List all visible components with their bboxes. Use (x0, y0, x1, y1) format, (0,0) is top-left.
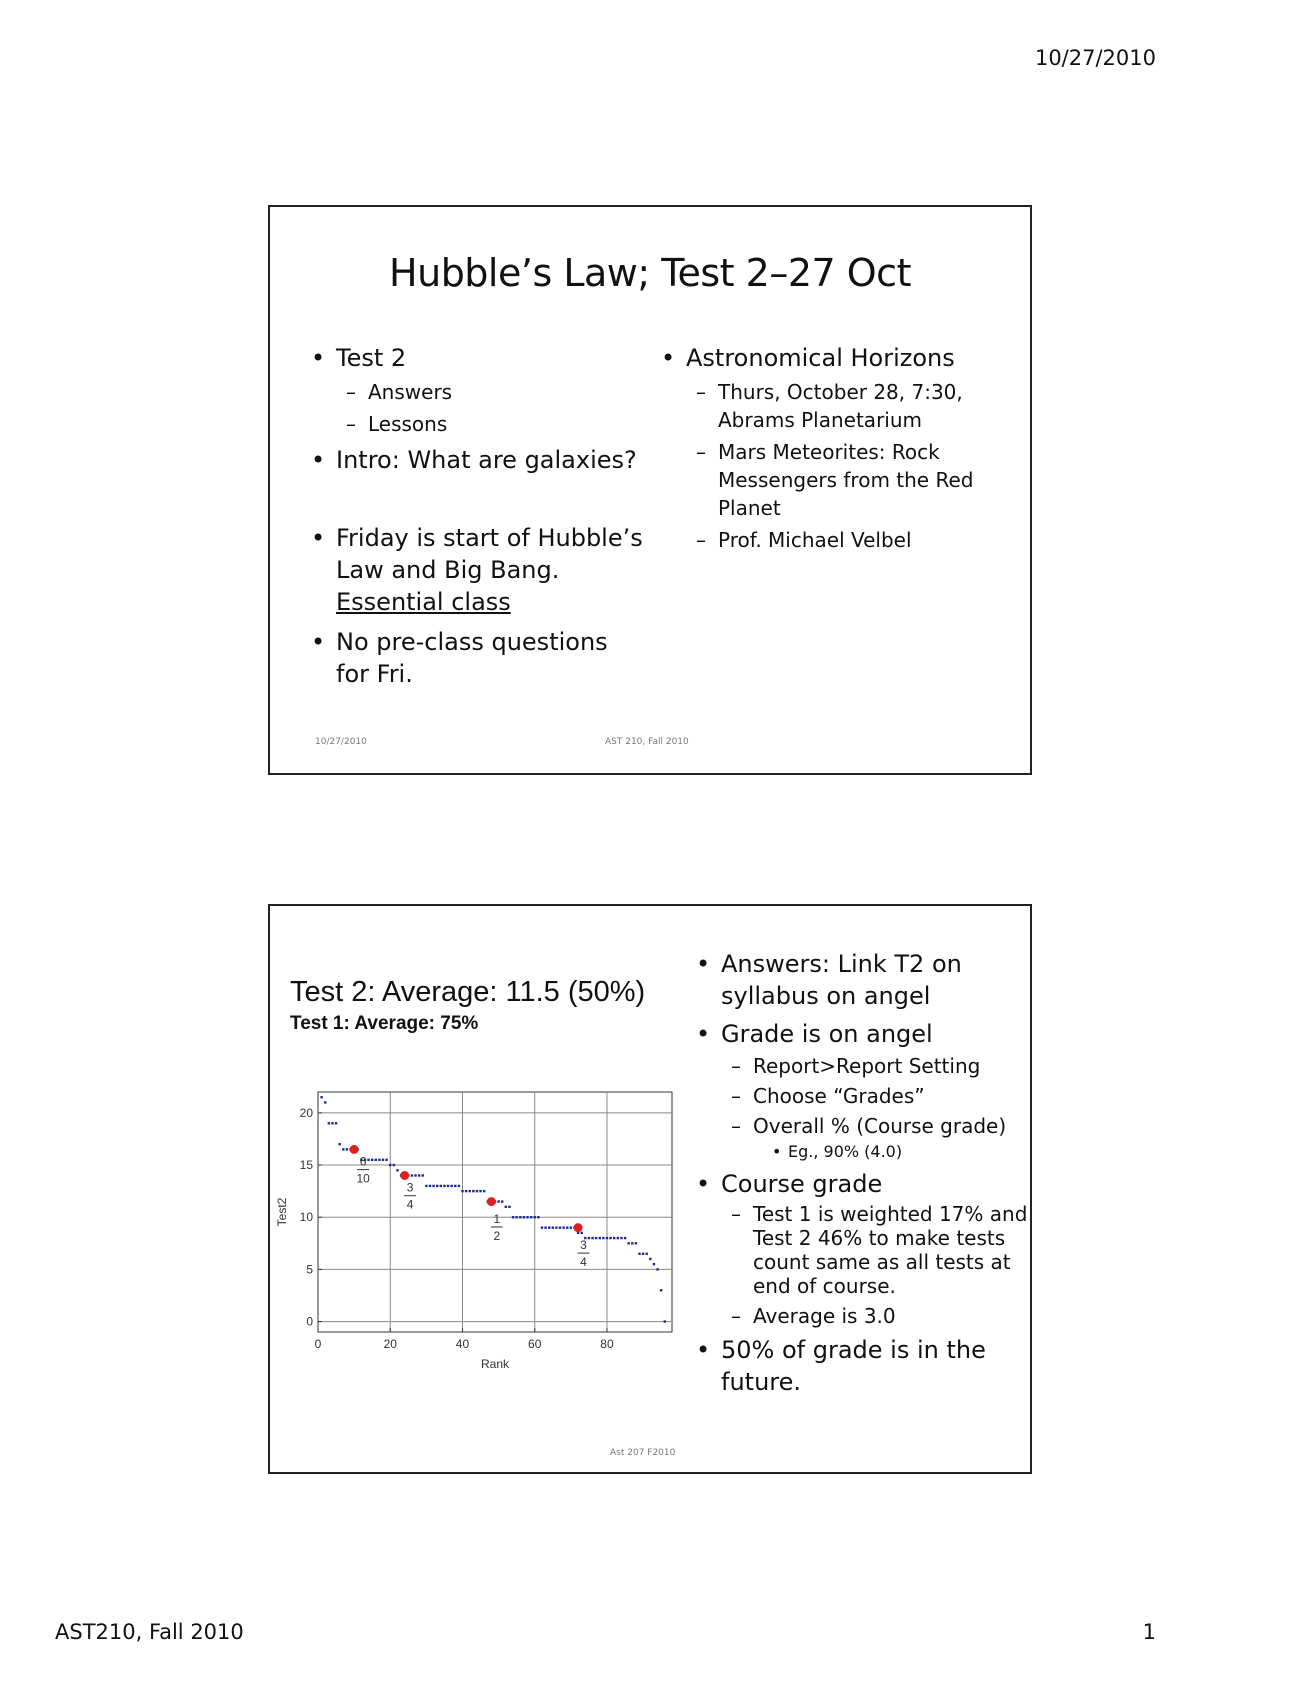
data-point (331, 1122, 333, 1124)
data-point (501, 1200, 503, 1202)
data-point (385, 1159, 387, 1161)
data-point (472, 1190, 474, 1192)
data-point (432, 1185, 434, 1187)
data-point (588, 1237, 590, 1239)
data-point (469, 1190, 471, 1192)
fraction-numerator: 1 (493, 1212, 501, 1226)
data-point (660, 1289, 662, 1291)
bullet-intro-galaxies: • Intro: What are galaxies? (303, 444, 643, 476)
fraction-numerator: 3 (580, 1238, 587, 1253)
test2-rank-chart (272, 1084, 682, 1384)
data-point (324, 1101, 326, 1103)
data-point (534, 1216, 536, 1218)
slide-1-title: Hubble’s Law; Test 2–27 Oct (389, 251, 911, 295)
data-point (602, 1237, 604, 1239)
slide-2-title: Test 2: Average: 11.5 (50%) (290, 976, 646, 1008)
data-point (342, 1148, 344, 1150)
data-point (552, 1226, 554, 1228)
highlight-point (400, 1171, 409, 1180)
page-date: 10/27/2010 (1034, 46, 1156, 70)
highlight-point (487, 1197, 496, 1206)
data-point (411, 1174, 413, 1176)
data-point (458, 1185, 460, 1187)
bullet-friday-text: Friday is start of Hubble’s Law and Big Bang. (336, 524, 643, 584)
bullet-prof-velbel: – Prof. Michael Velbel (653, 526, 993, 554)
data-point (544, 1226, 546, 1228)
fraction-numerator: 6 (359, 1154, 367, 1169)
bullet-future: • 50% of grade is in the future. (688, 1334, 1028, 1398)
fraction-denominator: 4 (580, 1255, 587, 1270)
bullet-choose-grades: – Choose “Grades” (688, 1082, 1028, 1110)
data-point (537, 1216, 539, 1218)
fraction-numerator: 3 (406, 1180, 414, 1195)
data-point (382, 1159, 384, 1161)
data-point (523, 1216, 525, 1218)
data-point (367, 1159, 369, 1161)
data-point (580, 1232, 582, 1234)
y-tick-label: 10 (299, 1210, 313, 1225)
data-point (505, 1206, 507, 1208)
fraction-denominator: 2 (493, 1229, 501, 1243)
bullet-friday (303, 522, 643, 618)
page-footer-course: AST210, Fall 2010 (55, 1620, 244, 1644)
slide-2-bullets (688, 948, 1028, 1398)
data-point (375, 1159, 377, 1161)
highlight-point (574, 1223, 583, 1232)
data-point (465, 1190, 467, 1192)
bullet-course-grade: • Course grade (688, 1168, 1028, 1200)
data-point (519, 1216, 521, 1218)
slide-2 (268, 904, 1032, 1474)
slide-1-footer-center: AST 210, Fall 2010 (605, 737, 689, 747)
highlight-point (350, 1145, 359, 1154)
bullet-test-2: • Test 2 (303, 342, 643, 374)
data-point (526, 1216, 528, 1218)
data-point (461, 1190, 463, 1192)
y-tick-label: 0 (306, 1314, 313, 1329)
data-point (617, 1237, 619, 1239)
x-tick-label: 0 (314, 1337, 322, 1351)
data-point (378, 1159, 380, 1161)
bullet-grade-angel: • Grade is on angel (688, 1018, 1028, 1050)
data-point (591, 1237, 593, 1239)
data-point (649, 1258, 651, 1260)
data-point (664, 1320, 666, 1322)
data-point (447, 1185, 449, 1187)
data-point (653, 1263, 655, 1265)
slide-1-left-column (303, 342, 643, 690)
data-point (530, 1216, 532, 1218)
data-point (443, 1185, 445, 1187)
data-point (570, 1226, 572, 1228)
slide-1-footer-date: 10/27/2010 (315, 737, 367, 747)
data-point (541, 1226, 543, 1228)
slide-2-subtitle: Test 1: Average: 75% (290, 1013, 479, 1034)
x-tick-label: 80 (600, 1337, 614, 1351)
data-point (396, 1169, 398, 1171)
data-point (515, 1216, 517, 1218)
data-point (414, 1174, 416, 1176)
data-point (646, 1253, 648, 1255)
data-point (595, 1237, 597, 1239)
data-point (562, 1226, 564, 1228)
bullet-average-3: – Average is 3.0 (688, 1302, 1028, 1330)
data-point (555, 1226, 557, 1228)
data-point (620, 1237, 622, 1239)
fraction-denominator: 4 (406, 1197, 414, 1212)
bullet-astronomical-horizons: • Astronomical Horizons (653, 342, 993, 374)
data-point (566, 1226, 568, 1228)
bullet-thurs: – Thurs, October 28, 7:30, Abrams Planetarium (653, 378, 993, 434)
data-point (346, 1148, 348, 1150)
slide-1-right-column (653, 342, 993, 554)
bullet-no-preclass: • No pre-class questions for Fri. (303, 626, 643, 690)
data-point (422, 1174, 424, 1176)
data-point (599, 1237, 601, 1239)
fraction-denominator: 10 (356, 1171, 370, 1186)
slide-1 (268, 205, 1032, 775)
y-axis-label: Test2 (275, 1197, 289, 1227)
bullet-weighting: – Test 1 is weighted 17% and Test 2 46% to make tests count same as all tests at end of course. (688, 1202, 1028, 1298)
bullet-answers-link: • Answers: Link T2 on syllabus on angel (688, 948, 1028, 1012)
data-point (320, 1096, 322, 1098)
data-point (508, 1206, 510, 1208)
page-number: 1 (1142, 1620, 1156, 1644)
essential-class-text: Essential class (336, 588, 511, 616)
data-point (624, 1237, 626, 1239)
data-point (440, 1185, 442, 1187)
x-tick-label: 60 (528, 1337, 542, 1351)
data-point (548, 1226, 550, 1228)
data-point (642, 1253, 644, 1255)
data-point (613, 1237, 615, 1239)
data-point (328, 1122, 330, 1124)
data-point (497, 1200, 499, 1202)
data-point (559, 1226, 561, 1228)
data-point (476, 1190, 478, 1192)
data-point (479, 1190, 481, 1192)
bullet-lessons: – Lessons (303, 410, 643, 438)
data-point (656, 1268, 658, 1270)
data-point (638, 1253, 640, 1255)
data-point (635, 1242, 637, 1244)
data-point (335, 1122, 337, 1124)
data-point (371, 1159, 373, 1161)
data-point (512, 1216, 514, 1218)
bullet-example: • Eg., 90% (4.0) (688, 1140, 1028, 1164)
data-point (418, 1174, 420, 1176)
data-point (450, 1185, 452, 1187)
y-tick-label: 20 (299, 1105, 313, 1120)
bullet-mars-meteorites: – Mars Meteorites: Rock Messengers from the Red Planet (653, 438, 993, 522)
y-tick-label: 15 (299, 1158, 313, 1173)
data-point (627, 1242, 629, 1244)
slide-2-footer-center: Ast 207 F2010 (610, 1448, 676, 1458)
y-tick-label: 5 (306, 1262, 313, 1277)
bullet-answers: – Answers (303, 378, 643, 406)
bullet-report-setting: – Report>Report Setting (688, 1052, 1028, 1080)
data-point (338, 1143, 340, 1145)
data-point (454, 1185, 456, 1187)
data-point (483, 1190, 485, 1192)
data-point (609, 1237, 611, 1239)
data-point (631, 1242, 633, 1244)
bullet-overall-percent: – Overall % (Course grade) (688, 1112, 1028, 1140)
data-point (425, 1185, 427, 1187)
x-tick-label: 40 (455, 1337, 470, 1351)
x-axis-label: Rank (480, 1357, 510, 1371)
x-tick-label: 20 (383, 1337, 397, 1351)
data-point (436, 1185, 438, 1187)
data-point (389, 1164, 391, 1166)
data-point (393, 1164, 395, 1166)
data-point (429, 1185, 431, 1187)
data-point (606, 1237, 608, 1239)
